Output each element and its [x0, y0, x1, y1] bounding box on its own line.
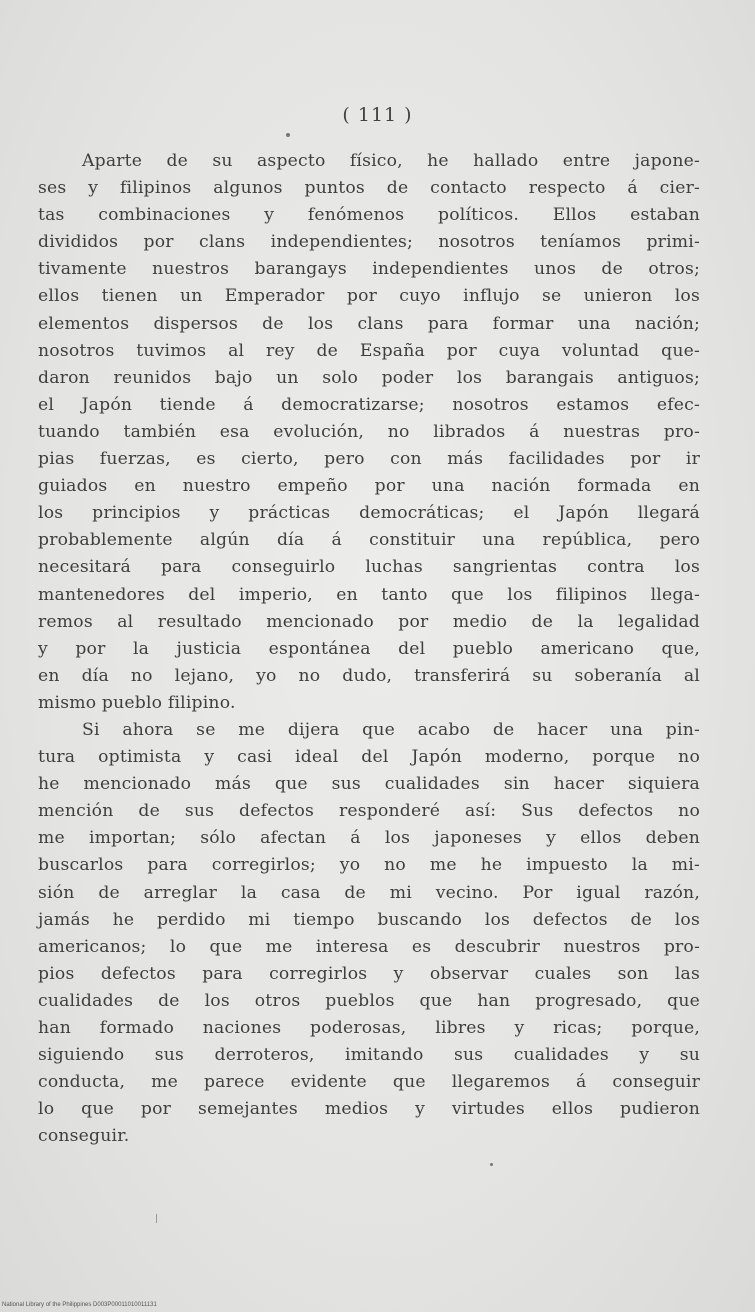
library-credit: National Library of the Philippines D003P00011010011131 [2, 1302, 157, 1308]
text-line: y por la justicia espontánea del pueblo americano que, [38, 638, 700, 659]
text-line: los principios y prácticas democráticas; el Japón llegará [38, 503, 700, 524]
ink-mark [156, 1214, 157, 1223]
text-line: cualidades de los otros pueblos que han progresado, que [38, 990, 700, 1011]
text-line: mismo pueblo filipino. [38, 692, 236, 713]
text-line: sión de arreglar la casa de mi vecino. Por igual razón, [38, 882, 700, 903]
text-line: ellos tienen un Emperador por cuyo influjo se unieron los [38, 286, 700, 307]
body-text [38, 148, 700, 1150]
text-line: pios defectos para corregirlos y observar cuales son las [38, 963, 700, 984]
text-line: han formado naciones poderosas, libres y ricas; porque, [38, 1018, 700, 1038]
text-line: americanos; lo que me interesa es descubrir nuestros pro- [38, 936, 700, 957]
text-line: tuando también esa evolución, no librados á nuestras pro- [38, 421, 700, 442]
ink-speck [286, 133, 290, 137]
text-line: probablemente algún día á constituir una república, pero [38, 530, 700, 551]
text-line: necesitará para conseguirlo luchas sangrientas contra los [38, 557, 700, 578]
text-line: divididos por clans independientes; nosotros teníamos primi- [38, 232, 700, 253]
text-line: mantenedores del imperio, en tanto que los filipinos llega- [38, 584, 700, 605]
text-line: guiados en nuestro empeño por una nación formada en [38, 476, 700, 497]
text-line: mención de sus defectos responderé así: Sus defectos no [38, 801, 700, 822]
text-line: he mencionado más que sus cualidades sin hacer siquiera [38, 774, 700, 795]
text-line: daron reunidos bajo un solo poder los barangais antiguos; [38, 367, 700, 388]
text-line: elementos dispersos de los clans para formar una nación; [38, 313, 700, 334]
text-line: en día no lejano, yo no dudo, transferirá su soberanía al [38, 665, 700, 686]
text-line: nosotros tuvimos al rey de España por cuya voluntad que- [38, 340, 700, 361]
text-line: ses y filipinos algunos puntos de contacto respecto á cier- [38, 178, 700, 199]
text-line: tas combinaciones y fenómenos políticos. Ellos estaban [38, 205, 700, 226]
text-line: jamás he perdido mi tiempo buscando los defectos de los [38, 909, 700, 930]
text-line: Aparte de su aspecto físico, he hallado entre japone- [82, 151, 700, 171]
text-line: tivamente nuestros barangays independientes unos de otros; [38, 259, 700, 280]
text-line: tura optimista y casi ideal del Japón moderno, porque no [38, 747, 700, 768]
text-line: conseguir. [38, 1126, 130, 1147]
page-number: ( 111 ) [342, 104, 413, 126]
text-line: lo que por semejantes medios y virtudes ellos pudieron [38, 1099, 700, 1120]
text-line: remos al resultado mencionado por medio de la legalidad [38, 611, 700, 632]
text-line: pias fuerzas, es cierto, pero con más facilidades por ir [38, 449, 700, 470]
text-line: me importan; sólo afectan á los japoneses y ellos deben [38, 828, 700, 849]
text-line: siguiendo sus derroteros, imitando sus cualidades y su [38, 1045, 700, 1066]
text-line: buscarlos para corregirlos; yo no me he impuesto la mi- [38, 855, 700, 876]
text-line: Si ahora se me dijera que acabo de hacer una pin- [82, 719, 700, 740]
ink-speck [490, 1163, 493, 1166]
text-line: conducta, me parece evidente que llegaremos á conseguir [38, 1072, 700, 1093]
text-line: el Japón tiende á democratizarse; nosotros estamos efec- [38, 394, 700, 415]
